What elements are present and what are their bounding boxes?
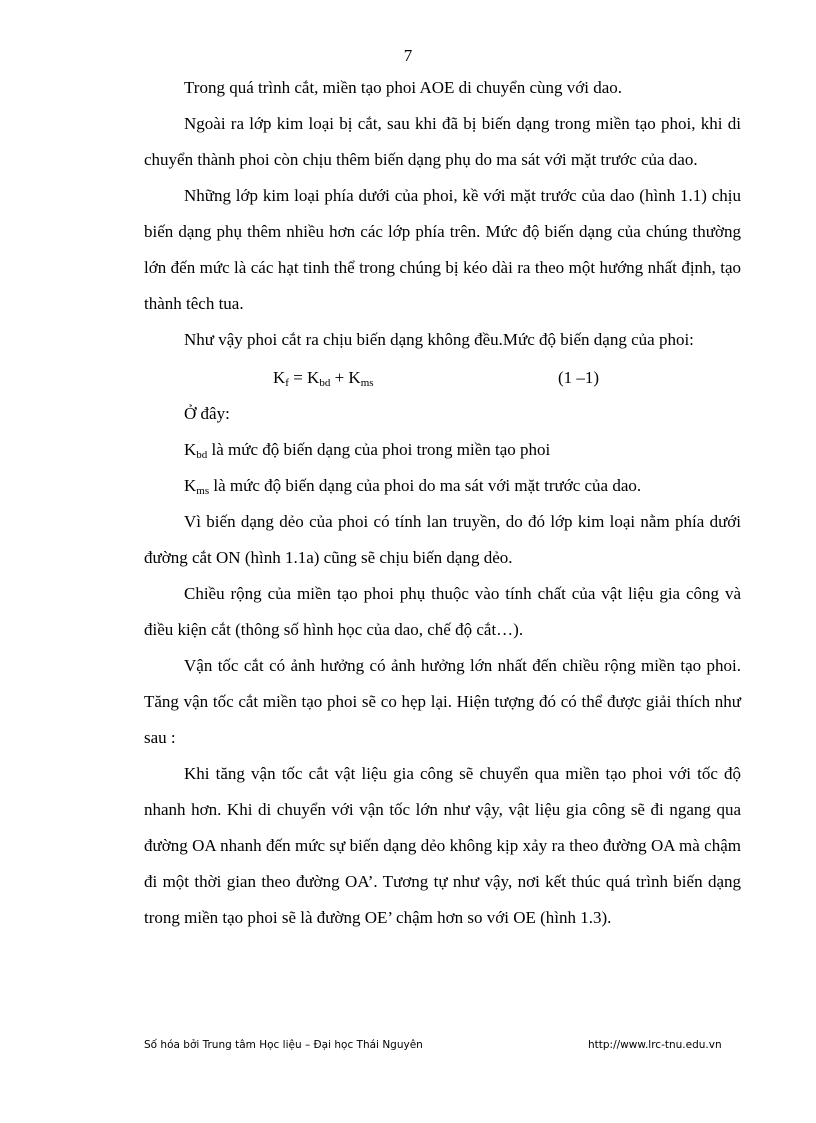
formula: $K_f = K_{bd} + K_{ms}$ bbox=[273, 368, 374, 389]
paragraph: Khi tăng vận tốc cắt vật liệu gia công sẽ chuyển qua miền tạo phoi với tốc độ nhanh hơn. Khi di chuyển với vận tốc lớn như vậy, vật liệu gia công sẽ đi ngang qua đường OA nhanh đến mức sự biến dạng dẻo không kịp xảy ra theo đường OA mà chậm đi một thời gian theo đường OA’. Tương tự như vậy, nơi kết thúc quá trình biến dạng trong miền tạo phoi sẽ là đường OE’ chậm hơn so với OE (hình 1.3). bbox=[144, 764, 741, 927]
footer-source: Số hóa bởi Trung tâm Học liệu – Đại học Thái Nguyên bbox=[144, 1039, 423, 1051]
paragraph: Vì biến dạng dẻo của phoi có tính lan truyền, do đó lớp kim loại nằm phía dưới đường cắt ON (hình 1.1a) cũng sẽ chịu biến dạng dẻo. bbox=[144, 512, 741, 567]
paragraph: Những lớp kim loại phía dưới của phoi, kề với mặt trước của dao (hình 1.1) chịu biến dạng phụ thêm nhiều hơn các lớp phía trên. Mức độ biến dạng của chúng thường lớn đến mức là các hạt tinh thể trong chúng bị kéo dài ra theo một hướng nhất định, tạo thành têch tua. bbox=[144, 186, 741, 313]
definition-item: $K_{bd}$ là mức độ biến dạng của phoi trong miền tạo phoi bbox=[184, 440, 551, 461]
paragraph: Vận tốc cắt có ảnh hưởng có ảnh hưởng lớn nhất đến chiều rộng miền tạo phoi. Tăng vận tốc cắt miền tạo phoi sẽ co hẹp lại. Hiện tượng đó có thể được giải thích như sau : bbox=[144, 656, 741, 747]
document-body bbox=[144, 70, 741, 936]
paragraph: Trong quá trình cắt, miền tạo phoi AOE di chuyển cùng với dao. bbox=[184, 78, 623, 97]
page-number: 7 bbox=[403, 46, 413, 65]
equation-number: (1 –1) bbox=[558, 368, 600, 387]
definition-item: $K_{ms}$ là mức độ biến dạng của phoi do ma sát với mặt trước của dao. bbox=[184, 476, 642, 497]
formula-row bbox=[144, 360, 741, 396]
paragraph: Chiều rộng của miền tạo phoi phụ thuộc vào tính chất của vật liệu gia công và điều kiện cắt (thông số hình học của dao, chế độ cắt…). bbox=[144, 584, 741, 639]
footer-url: http://www.lrc-tnu.edu.vn bbox=[588, 1039, 722, 1051]
paragraph: Như vậy phoi cắt ra chịu biến dạng không đều.Mức độ biến dạng của phoi: bbox=[184, 330, 694, 349]
paragraph: Ngoài ra lớp kim loại bị cắt, sau khi đã bị biến dạng trong miền tạo phoi, khi di chuyển thành phoi còn chịu thêm biến dạng phụ do ma sát với mặt trước của dao. bbox=[144, 114, 741, 169]
paragraph: Ở đây: bbox=[184, 404, 230, 423]
